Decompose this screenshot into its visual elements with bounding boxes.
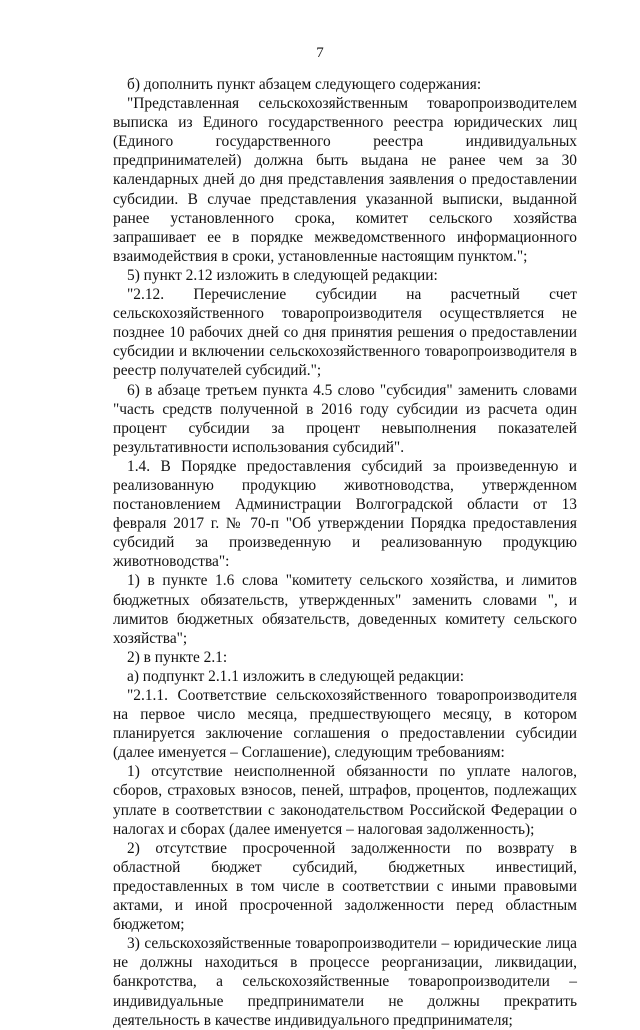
paragraph: 1) в пункте 1.6 слова "комитету сельского хозяйства, и лимитов бюджетных обязательств, утвержденных" заменить словами ", и лимитов бюджетных обязательств, доведенных комитету сельского хозяйства"; <box>113 572 577 647</box>
paragraph: 6) в абзаце третьем пункта 4.5 слово "субсидия" заменить словами "часть средств полученной в 2016 году субсидии из расчета один процент субсидии за процент невыполнения показателей результативности использования субсидий". <box>113 381 577 456</box>
paragraph: а) подпункт 2.1.1 изложить в следующей редакции: <box>127 667 465 685</box>
paragraph: 2) отсутствие просроченной задолженности по возврату в областной бюджет субсидий, бюджетных инвестиций, предоставленных в том числе в соответствии с иными правовыми актами, и иной просроченной задолженности перед областным бюджетом; <box>113 839 577 934</box>
page-number: 7 <box>316 45 324 61</box>
paragraph: 1.4. В Порядке предоставления субсидий за произведенную и реализованную продукцию животноводства, утвержденном постановлением Администрации Волгоградской области от 13 февраля 2017 г. № 70-п "Об утверждении Порядка предоставления субсидий за произведенную и реализованную продукцию животноводства": <box>113 457 577 571</box>
paragraph: "2.12. Перечисление субсидии на расчетный счет сельскохозяйственного товаропроизводителя осуществляется не позднее 10 рабочих дней со дня принятия решения о предоставлении субсидии и включении сельскохозяйственного товаропроизводителя в реестр получателей субсидий."; <box>113 286 577 380</box>
paragraph: 5) пункт 2.12 изложить в следующей редакции: <box>127 266 438 284</box>
paragraph: "Представленная сельскохозяйственным товаропроизводителем выписка из Единого государственного реестра юридических лиц (Единого государственного реестра индивидуальных предпринимателей) должна быть выдана не ранее чем за 30 календарных дней до дня представления заявления о предоставлении субсидии. В случае представления указанной выписки, выданной ранее установленного срока, комитет сельского хозяйства запрашивает ее в порядке межведомственного информационного взаимодействия в сроки, установленные настоящим пунктом."; <box>113 95 577 265</box>
document-body <box>113 75 577 1030</box>
paragraph: 1) отсутствие неисполненной обязанности по уплате налогов, сборов, страховых взносов, пеней, штрафов, процентов, подлежащих уплате в соответствии с законодательством Российской Федерации о налогах и сборах (далее именуется – налоговая задолженность); <box>113 763 577 838</box>
paragraph: 2) в пункте 2.1: <box>127 648 228 666</box>
paragraph: б) дополнить пункт абзацем следующего содержания: <box>127 76 482 93</box>
paragraph: 3) сельскохозяйственные товаропроизводители – юридические лица не должны находиться в процессе реорганизации, ликвидации, банкротства, а сельскохозяйственные товаропроизводители – индивидуальные предприниматели не должны прекратить деятельность в качестве индивидуального предпринимателя; <box>113 935 577 1029</box>
paragraph: "2.1.1. Соответствие сельскохозяйственного товаропроизводителя на первое число месяца, предшествующего месяцу, в котором планируется заключение соглашения о предоставлении субсидии (далее именуется – Соглашение), следующим требованиям: <box>113 687 577 762</box>
